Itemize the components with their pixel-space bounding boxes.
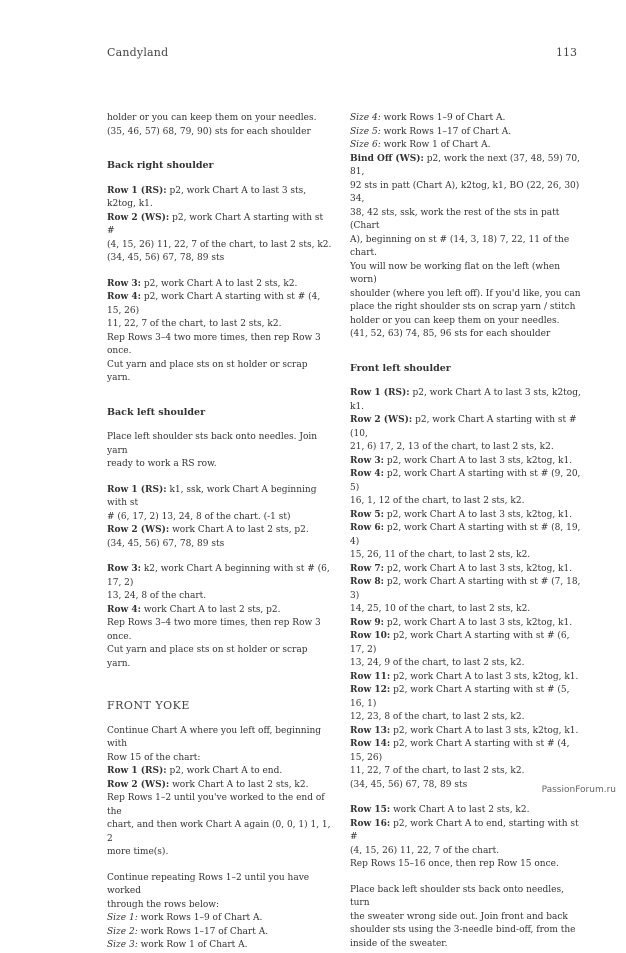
instruction-row [107,278,333,292]
instruction-row [350,563,582,577]
row-label: Row 8: [350,577,384,587]
size-text: work Row 1 of Chart A. [383,140,491,150]
instruction-row [107,563,333,590]
row-text: p2, work Chart A to last 3 sts, k2tog, k1. [107,185,307,209]
row-text: p2, work Chart A to last 3 sts, k2tog, k1. [386,455,573,466]
instruction-row [350,414,582,441]
instruction-row [350,455,582,469]
size-label: Size 1: [107,913,138,923]
instruction-row [107,779,333,793]
text-line: Row 15 of the chart: [107,752,201,763]
text-line: A), beginning on st # (14, 3, 18) 7, 22, 11 of the chart. [350,234,570,258]
row-text: work Chart A to last 2 sts, p2. [143,604,281,615]
row-label: Bind Off (WS): [350,153,424,164]
size-label: Size 3: [107,940,138,950]
row-text: p2, work Chart A to last 3 sts, k2tog, k1. [386,617,573,628]
row-text: p2, work Chart A to last 3 sts, k2tog, k1. [386,563,573,574]
row-label: Row 11: [350,671,391,682]
size-row [107,926,333,940]
row-label: Row 3: [107,278,141,289]
size-row [350,126,582,140]
instruction-row [350,509,582,523]
text-line: 21, 6) 17, 2, 13 of the chart, to last 2 sts, k2. [350,442,554,452]
text-line: Cut yarn and place sts on st holder or scrap yarn. [107,645,308,669]
row-label: Row 13: [350,725,391,736]
text-line: # (6, 17, 2) 13, 24, 8 of the chart. (-1 st) [107,511,291,522]
text-line: Rep Rows 3–4 two more times, then rep Row 3 once. [107,332,321,356]
row-label: Row 1 (RS): [107,766,167,776]
row-text: p2, work Chart A starting with st # (7, 18, 3) [350,577,581,601]
text-line: Cut yarn and place sts on st holder or scrap yarn. [107,359,308,383]
size-label: Size 4: [350,113,381,123]
instruction-row [350,818,582,845]
row-text: p2, work Chart A starting with st # (6, 17, 2) [350,631,570,655]
row-label: Row 1 (RS): [350,388,410,398]
row-text: p2, work the next (37, 48, 59) 70, 81, [350,153,580,177]
text-line: You will now be working flat on the left (when worn) [350,261,561,285]
right-column [350,112,582,951]
instruction-row [107,484,333,511]
text-line: Rep Rows 1–2 until you've worked to the end of the [107,793,325,817]
text-line: 13, 24, 9 of the chart, to last 2 sts, k2. [350,658,525,668]
text-line: 14, 25, 10 of the chart, to last 2 sts, k2. [350,604,531,614]
text-line: 38, 42 sts, ssk, work the rest of the sts in patt (Chart [350,207,560,231]
text-line: 12, 23, 8 of the chart, to last 2 sts, k2. [350,712,525,722]
text-line: the sweater wrong side out. Join front and back [350,911,568,922]
row-label: Row 1 (RS): [107,484,167,495]
instruction-row [350,684,582,711]
size-row [107,912,333,926]
text-line: 15, 26, 11 of the chart, to last 2 sts, k2. [350,550,531,560]
row-label: Row 4: [350,469,384,479]
text-line: inside of the sweater. [350,938,448,949]
row-label: Row 2 (WS): [107,212,170,223]
row-label: Row 3: [350,455,384,466]
running-head: Candyland [107,46,169,59]
section-heading-back-right: Back right shoulder [107,160,214,171]
instruction-row [107,765,333,779]
size-text: work Row 1 of Chart A. [140,940,248,950]
instruction-row [350,153,582,180]
row-label: Row 5: [350,509,384,520]
text-line: shoulder sts using the 3-needle bind-off, from the [350,925,576,935]
text-line: holder or you can keep them on your needles. [350,315,560,326]
row-text: p2, work Chart A starting with st # (8, 19, 4) [350,523,581,547]
row-text: p2, work Chart A to end. [169,766,283,776]
text-line: 11, 22, 7 of the chart, to last 2 sts, k2. [107,319,282,329]
text-line: through the rows below: [107,899,219,910]
instruction-row [107,604,333,618]
row-label: Row 3: [107,564,141,574]
row-label: Row 2 (WS): [350,415,413,425]
size-row [107,939,333,953]
row-text: p2, work Chart A to last 3 sts, k2tog, k1. [350,388,581,412]
text-line: shoulder (where you left off). If you'd like, you can [350,288,581,299]
stitch-count: (41, 52, 63) 74, 85, 96 sts for each shoulder [350,329,551,339]
instruction-row [350,468,582,495]
row-text: p2, work Chart A starting with st # (9, 20, 5) [350,469,581,493]
row-text: k2, work Chart A beginning with st # (6, 17, 2) [107,564,330,588]
row-text: p2, work Chart A starting with st # (4, 15, 26) [107,292,321,316]
row-label: Row 4: [107,292,141,302]
row-text: work Chart A to last 2 sts, k2. [393,805,530,815]
section-heading-back-left: Back left shoulder [107,406,206,418]
row-text: k1, ssk, work Chart A beginning with st [107,484,317,508]
size-text: work Rows 1–9 of Chart A. [383,113,506,123]
row-label: Row 10: [350,631,391,641]
text-line: 16, 1, 12 of the chart, to last 2 sts, k2. [350,496,525,506]
section-title-front-yoke: FRONT YOKE [107,699,190,712]
size-label: Size 5: [350,126,381,137]
stitch-count: (34, 45, 56) 67, 78, 89 sts [350,779,468,790]
text-line: Rep Rows 3–4 two more times, then rep Row 3 once. [107,618,321,642]
text-line: (4, 15, 26) 11, 22, 7 of the chart. [350,845,500,856]
instruction-row [350,617,582,631]
text-line: 13, 24, 8 of the chart. [107,591,207,601]
row-label: Row 1 (RS): [107,185,167,196]
instruction-row [350,522,582,549]
row-text: p2, work Chart A starting with st # [107,212,324,236]
size-label: Size 6: [350,140,381,150]
row-label: Row 2 (WS): [107,779,170,790]
page-number: 113 [556,46,577,59]
text-line: (35, 46, 57) 68, 79, 90) sts for each shoulder [107,126,311,137]
size-label: Size 2: [107,926,138,937]
instruction-row [107,212,333,239]
text-line: chart, and then work Chart A again (0, 0, 1) 1, 1, 2 [107,820,331,844]
row-label: Row 6: [350,523,384,533]
row-label: Row 2 (WS): [107,525,170,535]
text-line: Place left shoulder sts back onto needles. Join yarn [107,432,318,456]
text-line: more time(s). [107,847,169,857]
instruction-row [350,738,582,765]
row-text: p2, work Chart A starting with st # (4, 15, 26) [350,739,570,763]
left-column [107,112,333,953]
instruction-row [350,387,582,414]
instruction-row [107,291,333,318]
text-line: Rep Rows 15–16 once, then rep Row 15 once. [350,859,559,869]
size-row [350,139,582,153]
stitch-count: (34, 45, 56) 67, 78, 89 sts [107,253,225,263]
text-line: (4, 15, 26) 11, 22, 7 of the chart, to last 2 sts, k2. [107,239,332,250]
instruction-row [350,804,582,818]
instruction-row [350,671,582,685]
size-row [350,112,582,126]
text-line: Continue repeating Rows 1–2 until you have worked [107,872,310,896]
stitch-count: (34, 45, 56) 67, 78, 89 sts [107,538,225,549]
watermark: PassionForum.ru [541,785,616,795]
instruction-row [107,524,333,538]
size-text: work Rows 1–9 of Chart A. [140,913,263,923]
row-text: work Chart A to last 2 sts, k2. [172,779,309,790]
row-label: Row 7: [350,563,384,574]
text-line: Continue Chart A where you left off, beginning with [107,725,322,749]
text-line: Place back left shoulder sts back onto needles, turn [350,884,564,908]
section-heading-front-left: Front left shoulder [350,362,451,374]
row-text: work Chart A to last 2 sts, p2. [172,525,309,535]
instruction-row [350,725,582,739]
row-text: p2, work Chart A starting with st # (10, [350,415,577,439]
text-line: 92 sts in patt (Chart A), k2tog, k1, BO (22, 26, 30) 34, [350,180,580,204]
text-line: place the right shoulder sts on scrap yarn / stitch [350,302,576,312]
row-text: p2, work Chart A starting with st # (5, 16, 1) [350,685,570,709]
row-label: Row 12: [350,685,391,695]
text-line: 11, 22, 7 of the chart, to last 2 sts, k2. [350,766,525,776]
text-line: ready to work a RS row. [107,459,217,469]
row-text: p2, work Chart A to last 2 sts, k2. [143,278,298,289]
size-text: work Rows 1–17 of Chart A. [383,126,512,137]
instruction-row [350,576,582,603]
row-label: Row 4: [107,604,141,615]
row-label: Row 15: [350,805,391,815]
text-line: holder or you can keep them on your needles. [107,113,317,123]
row-text: p2, work Chart A to last 3 sts, k2tog, k1. [393,671,579,682]
instruction-row [350,630,582,657]
size-text: work Rows 1–17 of Chart A. [140,926,269,937]
instruction-row [107,185,333,212]
row-text: p2, work Chart A to last 3 sts, k2tog, k1. [393,725,579,736]
row-text: p2, work Chart A to last 3 sts, k2tog, k1. [386,509,573,520]
row-label: Row 14: [350,739,391,749]
row-label: Row 9: [350,617,384,628]
row-label: Row 16: [350,818,391,829]
row-text: p2, work Chart A to end, starting with st # [350,818,579,842]
